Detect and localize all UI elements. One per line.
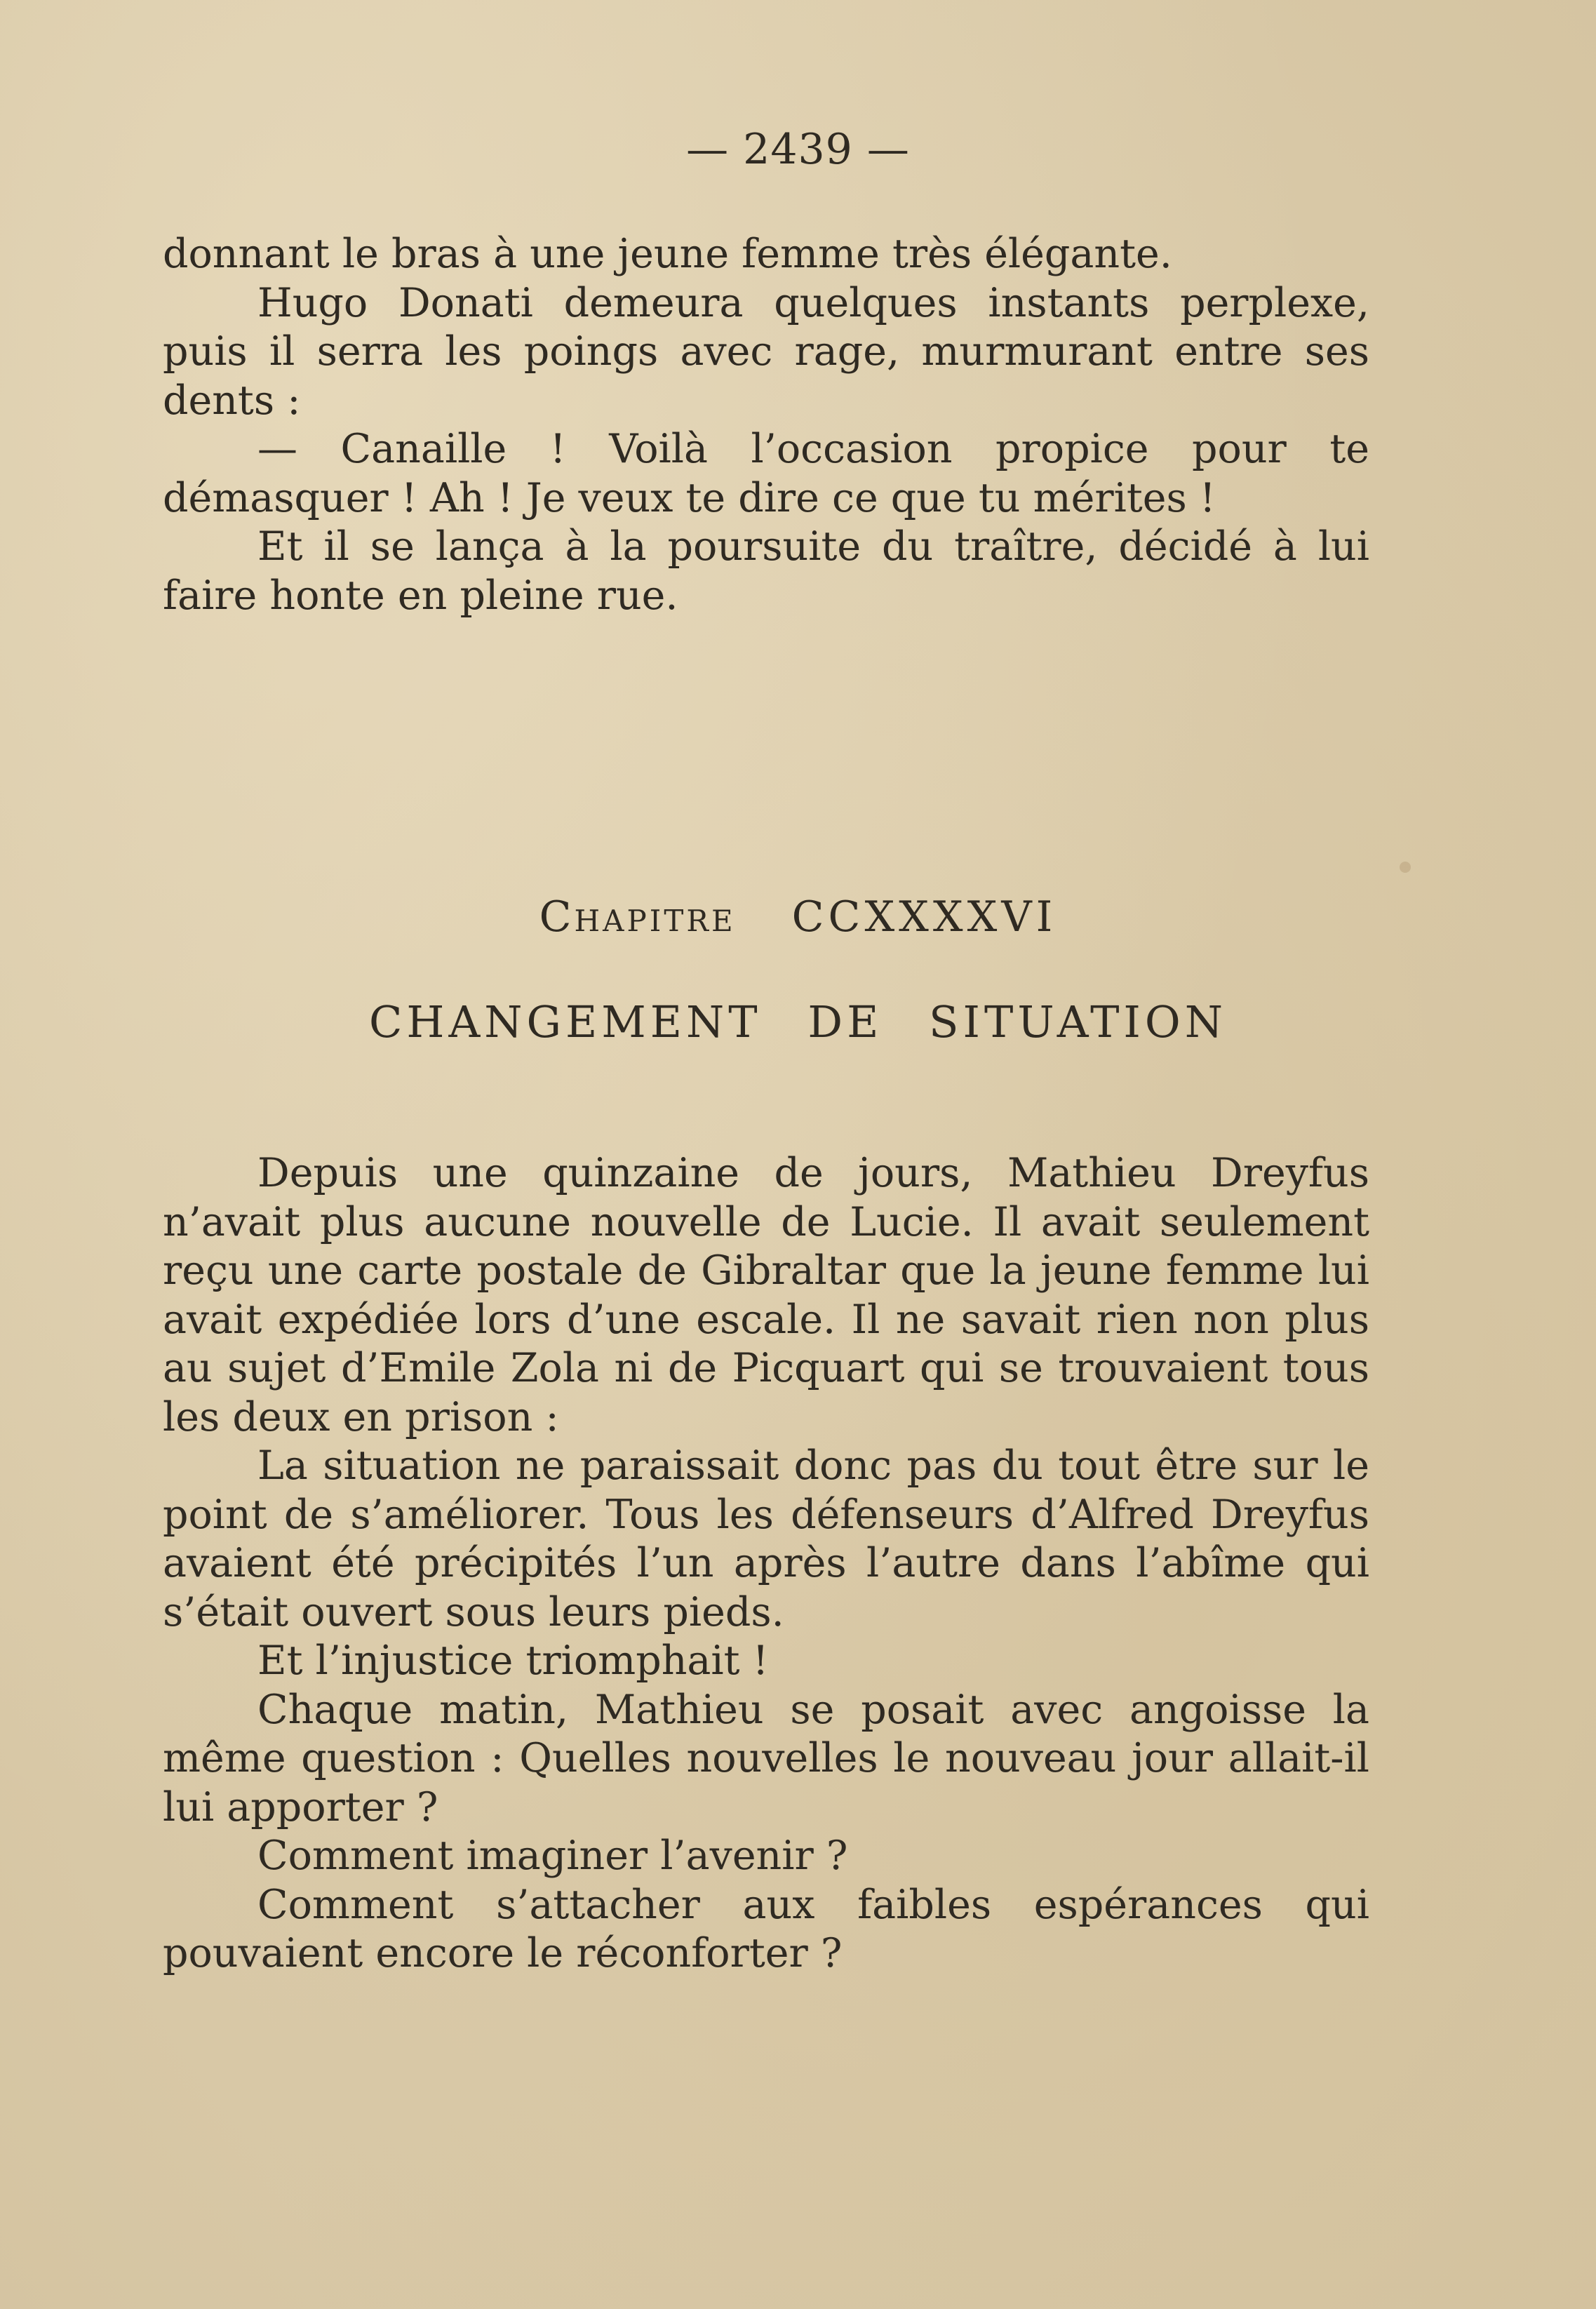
paragraph-continuation: donnant le bras à une jeune femme très élégante.: [163, 231, 1172, 277]
paragraph: La situation ne paraissait donc pas du tout être sur le point de s’améliorer. Tous les défenseurs d’Alfred Dreyfus avaient été précipités l’un après l’autre dans l’abîme qui s’était ouvert sous leurs pieds.: [163, 1443, 1369, 1635]
paragraph: Et l’injustice triomphait !: [257, 1638, 769, 1684]
paragraph: Comment s’attacher aux faibles espérances qui pouvaient encore le réconforter ?: [163, 1881, 1369, 1976]
paragraph: Hugo Donati demeura quelques instants perplexe, puis il serra les poings avec rage, murmurant entre ses dents :: [163, 279, 1369, 424]
chapter-title: CHANGEMENT DE SITUATION: [368, 996, 1228, 1048]
bottom-text-block: [163, 1149, 1369, 1979]
paragraph: Chaque matin, Mathieu se posait avec angoisse la même question : Quelles nouvelles le nouveau jour allait-il lui apporter ?: [163, 1686, 1369, 1831]
top-text-block: [163, 230, 1369, 620]
chapter-label: Chapitre: [539, 892, 736, 942]
paragraph: Comment imaginer l’avenir ?: [257, 1833, 848, 1879]
paragraph: Et il se lança à la poursuite du traître, décidé à lui faire honte en pleine rue.: [163, 523, 1369, 619]
paragraph: Depuis une quinzaine de jours, Mathieu Dreyfus n’avait plus aucune nouvelle de Lucie. Il avait seulement reçu une carte postale de Gibraltar que la jeune femme lui avait expédiée lors d’une escale. Il ne savait rien non plus au sujet d’Emile Zola ni de Picquart qui se trouvaient tous les deux en prison :: [163, 1150, 1369, 1440]
chapter-number: CCXXXXVI: [791, 892, 1057, 942]
paragraph: — Canaille ! Voilà l’occasion propice pour te démasquer ! Ah ! Je veux te dire ce que tu mérites !: [163, 426, 1369, 521]
page-number: — 2439 —: [686, 125, 910, 174]
paper-stain: [1400, 862, 1411, 873]
chapter-heading: [0, 892, 1596, 942]
